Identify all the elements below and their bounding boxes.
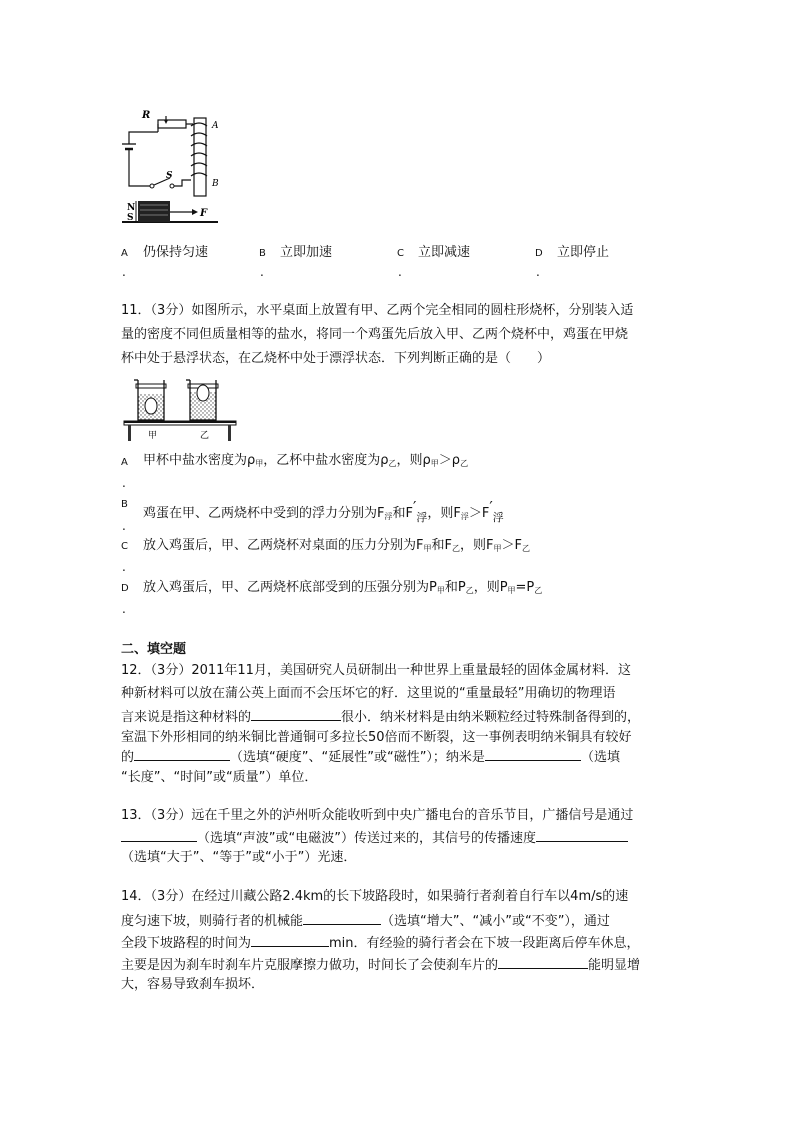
q13-line-1: 13．（3分）远在千里之外的泸州听众能收听到中央广播电台的音乐节目，广播信号是通过	[121, 808, 634, 823]
text-part: 和P	[444, 580, 466, 595]
subscript: 甲	[507, 586, 516, 595]
option-text	[143, 498, 504, 527]
label-B: B	[212, 179, 219, 189]
option-dot: .	[260, 265, 264, 279]
text-part: =P	[515, 580, 535, 595]
option-letter: B	[121, 499, 128, 510]
answer-blank-3[interactable]	[485, 746, 581, 761]
beaker-figure	[122, 376, 240, 442]
answer-blank-8[interactable]	[498, 954, 588, 969]
option-text	[143, 536, 530, 559]
option-dot: .	[122, 519, 126, 533]
option-dot: .	[122, 265, 126, 279]
option-text	[143, 578, 542, 601]
text-part: ，则F	[459, 538, 494, 553]
q13-line-2	[121, 827, 628, 849]
label-yi: 乙	[200, 431, 210, 441]
text-part: 度匀速下坡，则骑行者的机械能	[121, 914, 304, 929]
text-part: 和F	[431, 538, 452, 553]
text-part: 全段下坡路程的时间为	[121, 936, 252, 951]
label-jia: 甲	[148, 431, 158, 441]
subscript: 乙	[521, 544, 530, 553]
q12-line-4: 室温下外形相同的纳米铜比普通铜可多拉长50倍而不断裂，这一事例表明纳米铜具有较好	[121, 730, 632, 745]
text-part: 鸡蛋在甲、乙两烧杯中受到的浮力分别为F	[143, 506, 385, 521]
text-part: ＞ρ	[438, 453, 461, 468]
text-part: （选填“增大”、“减小”或“不变”），通过	[381, 914, 610, 929]
label-S: S	[166, 171, 173, 181]
subscript: 浮	[492, 511, 504, 524]
q12-line-1: 12．（3分）2011年11月，美国研究人员研制出一种世界上重量最轻的固体金属材料．这	[121, 663, 631, 678]
subscript: 甲	[430, 459, 439, 468]
subscript: 甲	[423, 544, 432, 553]
label-S2: S	[127, 213, 134, 223]
option-letter: C	[121, 541, 128, 552]
subscript: 浮	[384, 512, 393, 521]
option-dot: .	[122, 602, 126, 616]
answer-blank-1[interactable]	[251, 706, 341, 721]
option-dot: .	[398, 265, 402, 279]
subscript: 乙	[388, 459, 397, 468]
text-part: 主要是因为刹车时刹车片克服摩擦力做功，时间长了会使刹车片的	[121, 958, 499, 973]
option-letter: D	[535, 248, 543, 259]
q12-line-3	[121, 706, 640, 728]
answer-blank-6[interactable]	[303, 910, 381, 925]
option-letter: B	[259, 248, 266, 259]
subscript: 甲	[493, 544, 502, 553]
option-text: 立即减速	[418, 245, 471, 260]
answer-blank-5[interactable]	[536, 827, 628, 842]
text-part: ＞F	[501, 538, 522, 553]
q14-line-5: 大，容易导致刹车损坏．	[121, 977, 265, 992]
text-part: 言来说是指这种材料的	[121, 710, 252, 725]
text-part: 放入鸡蛋后，甲、乙两烧杯底部受到的压强分别为P	[143, 580, 437, 595]
option-text: 仍保持匀速	[143, 245, 209, 260]
subscript: 浮	[416, 511, 428, 524]
text-part: min．有经验的骑行者会在下坡一段距离后停车休息，	[329, 936, 640, 951]
subscript: 浮	[460, 512, 469, 521]
option-letter: A	[121, 457, 128, 468]
q13-line-3: （选填“大于”、“等于”或“小于”）光速．	[121, 850, 357, 865]
subscript: 乙	[460, 459, 469, 468]
option-letter: A	[121, 248, 128, 259]
subscript: 甲	[436, 586, 445, 595]
q12-line-5	[121, 746, 620, 768]
label-A: A	[212, 121, 219, 131]
text-part: 甲杯中盐水密度为ρ	[143, 453, 256, 468]
q11-stem-line-3: 杯中处于悬浮状态，在乙烧杯中处于漂浮状态．下列判断正确的是（ ）	[121, 351, 551, 366]
answer-blank-7[interactable]	[251, 932, 329, 947]
option-letter: D	[121, 583, 129, 594]
text-part: （选填	[580, 750, 620, 765]
option-dot: .	[536, 265, 540, 279]
subscript: 甲	[255, 459, 264, 468]
text-part: （选填“硬度”、“延展性”或“磁性”）；纳米是	[230, 750, 485, 765]
subscript: 乙	[534, 586, 543, 595]
text-part: ，则ρ	[396, 453, 431, 468]
label-R: R	[142, 110, 151, 121]
text-part: ，则P	[473, 580, 508, 595]
electromagnet-circuit-diagram	[118, 102, 228, 228]
q12-line-2: 种新材料可以放在蒲公英上面而不会压坏它的籽．这里说的“重量最轻”用确切的物理语	[121, 686, 616, 701]
q12-line-6: “长度”、“时间”或“质量”）单位．	[121, 770, 318, 785]
answer-blank-4[interactable]	[121, 827, 197, 842]
option-text: 立即加速	[280, 245, 333, 260]
text-part: ，乙杯中盐水密度为ρ	[263, 453, 389, 468]
subscript: 乙	[451, 544, 460, 553]
prime-mark: ′	[489, 498, 493, 516]
option-text	[143, 451, 468, 474]
text-part: 很小．纳米材料是由纳米颗粒经过特殊制备得到的，	[341, 710, 641, 725]
text-part: ＞F	[468, 506, 490, 521]
text-part: 的	[121, 750, 135, 765]
q14-line-2	[121, 910, 610, 932]
option-dot: .	[122, 476, 126, 490]
q11-stem-line-1: 11．（3分）如图所示，水平桌面上放置有甲、乙两个完全相同的圆柱形烧杯，分别装入适	[121, 303, 634, 318]
text-part: 放入鸡蛋后，甲、乙两烧杯对桌面的压力分别为F	[143, 538, 424, 553]
q11-stem-line-2: 量的密度不同但质量相等的盐水，将同一个鸡蛋先后放入甲、乙两个烧杯中，鸡蛋在甲烧	[121, 327, 629, 342]
label-N: N	[127, 203, 136, 213]
q14-line-1: 14．（3分）在经过川藏公路2.4km的长下坡路段时，如果骑行者刹着自行车以4m/s的速	[121, 889, 629, 904]
text-part: （选填“声波”或“电磁波”）传送过来的，其信号的传播速度	[197, 831, 536, 846]
q14-line-4	[121, 954, 640, 976]
option-text: 立即停止	[557, 245, 610, 260]
option-dot: .	[122, 560, 126, 574]
section-title: 二、填空题	[121, 642, 187, 657]
text-part: 和F	[392, 506, 413, 521]
prime-mark: ′	[412, 498, 417, 516]
label-F: F	[200, 208, 208, 219]
text-part: 能明显增	[588, 958, 641, 973]
text-part: ，则F	[427, 506, 461, 521]
answer-blank-2[interactable]	[134, 746, 230, 761]
option-letter: C	[397, 248, 404, 259]
subscript: 乙	[465, 586, 474, 595]
q14-line-3	[121, 932, 640, 954]
